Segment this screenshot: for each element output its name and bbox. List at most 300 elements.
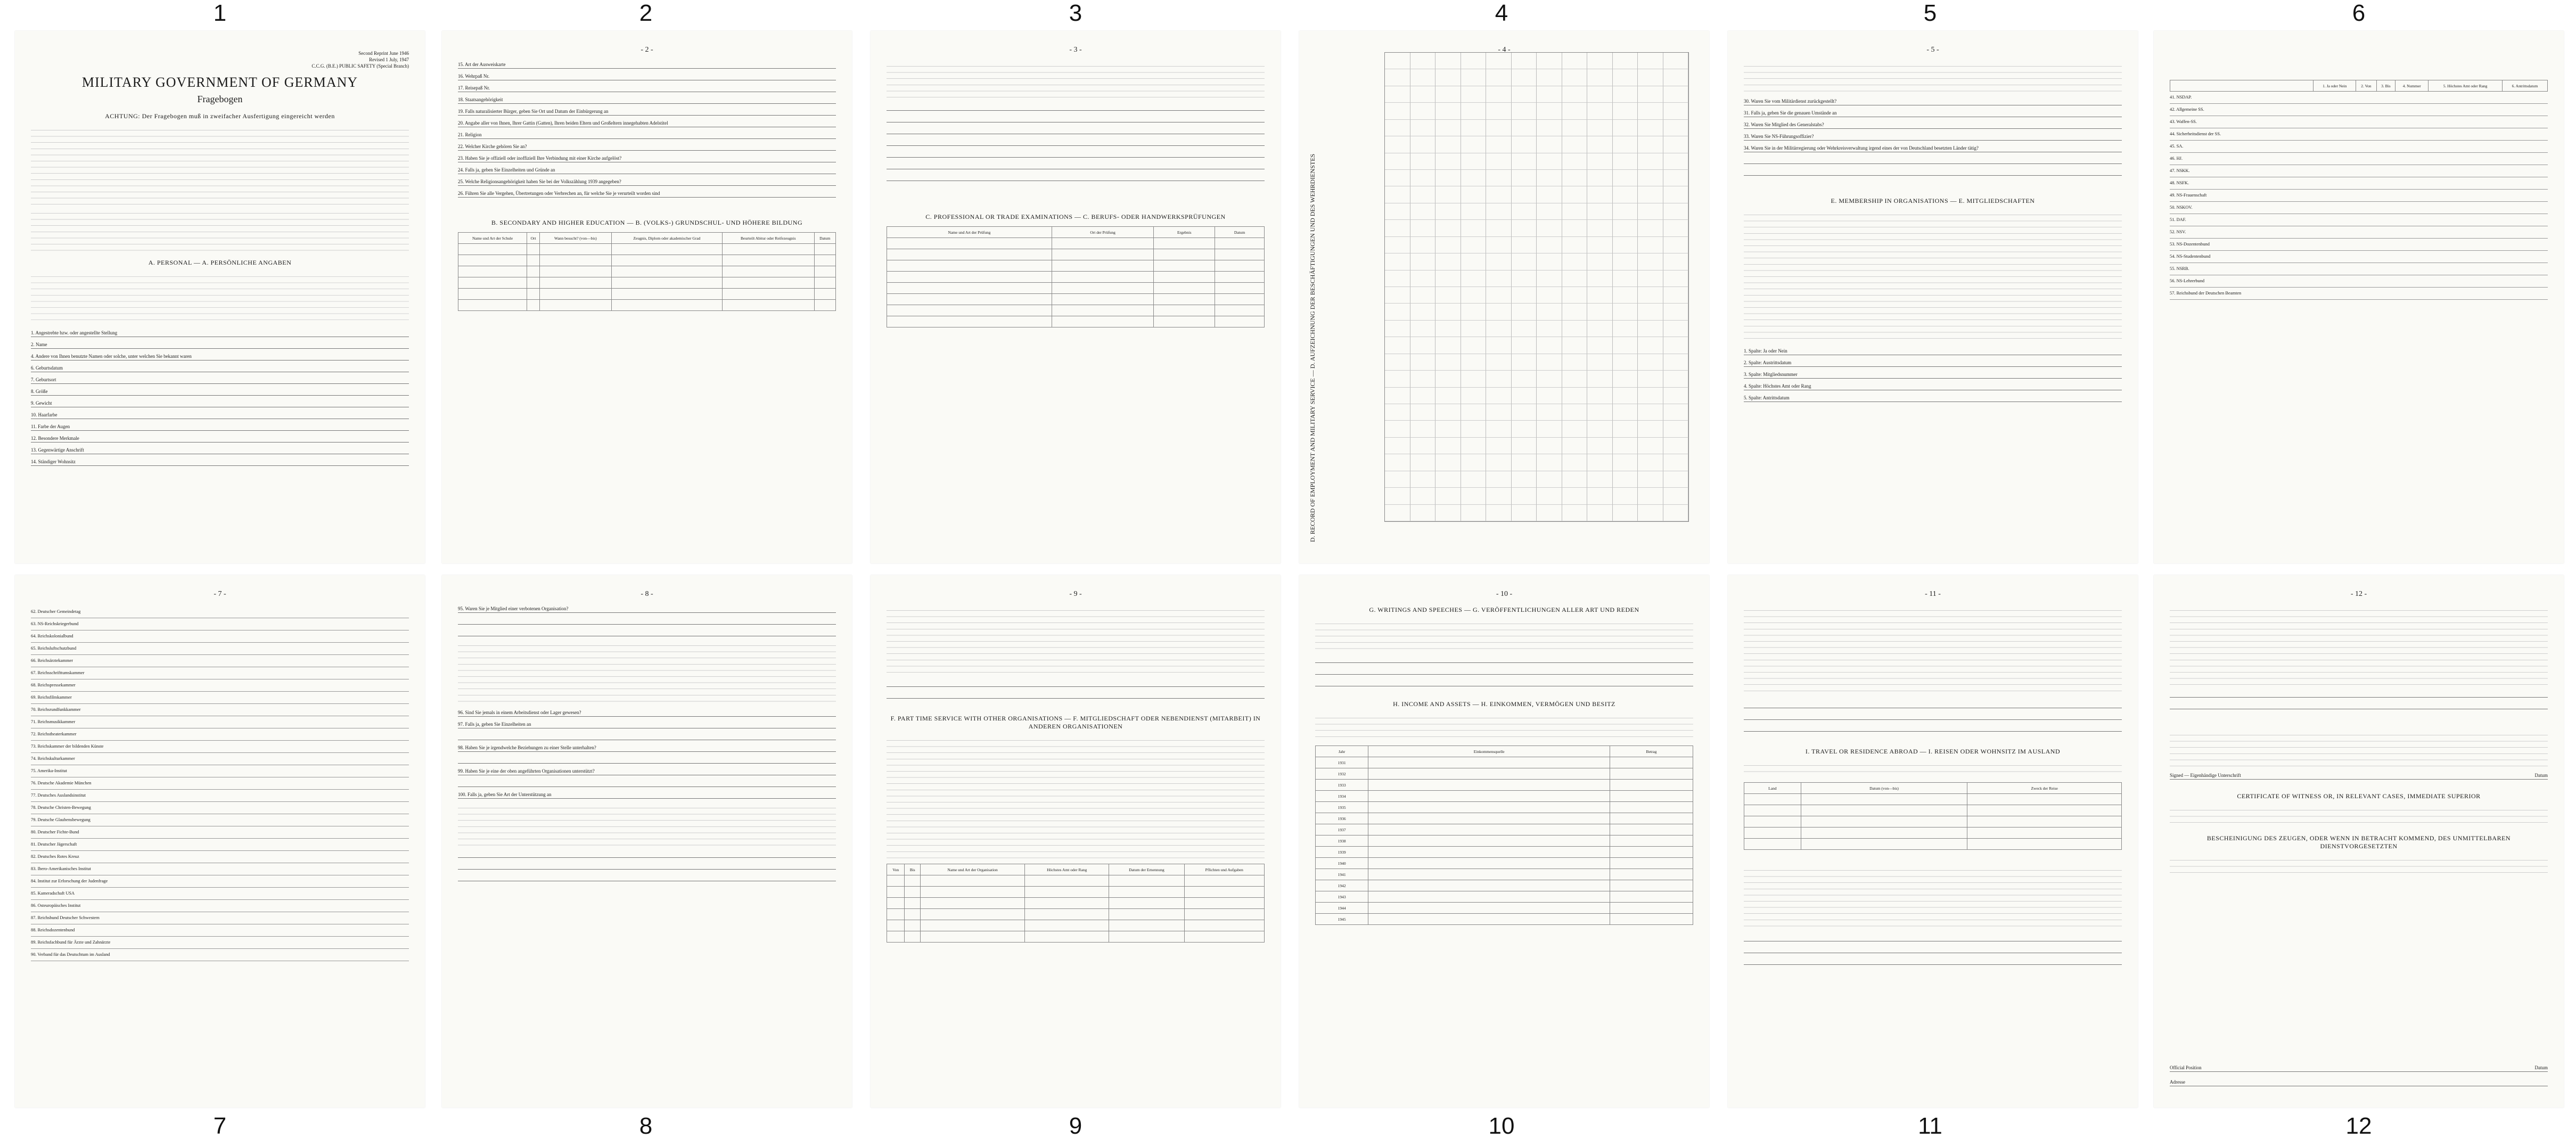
form-field[interactable]: 97. Falls ja, geben Sie Einzelheiten an: [458, 722, 836, 728]
table-row[interactable]: [1316, 903, 1693, 914]
form-field[interactable]: 12. Besondere Merkmale: [31, 436, 409, 443]
address-line[interactable]: [2170, 1079, 2548, 1086]
certificate-text-de: [2170, 856, 2548, 877]
table-header: Von: [887, 864, 905, 875]
table-row[interactable]: [31, 937, 409, 949]
question-text: [458, 804, 836, 846]
answer-line[interactable]: [1744, 958, 2122, 965]
form-field[interactable]: 22. Welcher Kirche gehören Sie an?: [458, 144, 836, 151]
answer-line[interactable]: [458, 874, 836, 881]
section-f-instructions: [887, 736, 1265, 858]
table-row[interactable]: [31, 643, 409, 655]
page-number-label: 3: [1069, 0, 1082, 26]
table-row[interactable]: [31, 728, 409, 741]
page-number-label: 7: [213, 1113, 227, 1139]
table-row[interactable]: [2170, 177, 2548, 190]
form-field[interactable]: 30. Waren Sie vom Militärdienst zurückgestellt?: [1744, 99, 2122, 105]
table-row[interactable]: [31, 679, 409, 692]
form-field[interactable]: 13. Gegenwärtige Anschrift: [31, 447, 409, 454]
year-cell: 1937: [1316, 824, 1368, 835]
table-row[interactable]: [1316, 869, 1693, 880]
year-cell: 1945: [1316, 914, 1368, 925]
answer-line[interactable]: [1744, 725, 2122, 732]
table-row[interactable]: [31, 753, 409, 765]
organisation-name: 67. Reichsschrifttumskammer: [31, 670, 85, 675]
organisation-name: 78. Deutsche Christen-Bewegung: [31, 805, 91, 810]
page-number-label: 8: [639, 1113, 653, 1139]
page-title: MILITARY GOVERNMENT OF GERMANY: [81, 75, 358, 90]
part-time-service-table: [887, 864, 1265, 943]
table-row[interactable]: [458, 289, 836, 300]
form-field[interactable]: 98. Haben Sie je irgendwelche Beziehungen zu einer Stelle unterhalten?: [458, 745, 836, 752]
page-number: - 12 -: [2350, 590, 2367, 598]
table-row[interactable]: [2170, 165, 2548, 177]
table-row[interactable]: [2170, 116, 2548, 128]
section-h-instructions: [1315, 714, 1693, 740]
organisation-name: 55. NSRB.: [2170, 266, 2189, 271]
page-number-label: 12: [2345, 1113, 2372, 1139]
table-row[interactable]: [458, 300, 836, 311]
year-cell: 1932: [1316, 768, 1368, 780]
table-row[interactable]: [2170, 251, 2548, 263]
answer-line[interactable]: [2170, 691, 2548, 698]
table-header: Zeugnis, Diplom oder akademischer Grad: [611, 233, 722, 244]
page-number: - 9 -: [1069, 590, 1082, 598]
table-header: Wann besucht? (von—bis): [539, 233, 611, 244]
table-row[interactable]: [887, 931, 1265, 943]
year-cell: 1942: [1316, 880, 1368, 891]
answer-line[interactable]: [458, 733, 836, 740]
page-number: - 5 -: [1926, 46, 1939, 54]
document-page-12: [2154, 575, 2564, 1108]
organisation-name: 66. Reichsärztekammer: [31, 658, 73, 663]
table-header: Jahr: [1316, 746, 1368, 757]
form-field[interactable]: 17. Reisepaß Nr.: [458, 85, 836, 92]
answer-line[interactable]: [1744, 713, 2122, 720]
examinations-table: [887, 226, 1265, 327]
table-row[interactable]: [31, 716, 409, 728]
page-number-label: 10: [1488, 1113, 1515, 1139]
membership-table: [2170, 80, 2548, 92]
form-field[interactable]: 14. Ständiger Wohnsitz: [31, 459, 409, 466]
table-header: 1. Ja oder Nein: [2314, 80, 2356, 92]
form-field[interactable]: 23. Haben Sie je offiziell oder inoffiziell Ihre Verbindung mit einer Kirche aufgelöst?: [458, 155, 836, 162]
table-header: Datum der Ernennung: [1109, 864, 1184, 875]
table-row[interactable]: [31, 863, 409, 875]
organisation-name: 88. Reichsdozentenbund: [31, 928, 75, 932]
organisation-name: 45. SA.: [2170, 144, 2184, 149]
answer-line[interactable]: [458, 629, 836, 636]
table-row[interactable]: [887, 909, 1265, 920]
table-row[interactable]: [31, 900, 409, 912]
organisation-name: 64. Reichskolonialbund: [31, 634, 73, 638]
year-cell: 1933: [1316, 780, 1368, 791]
address-label: Adresse: [2170, 1079, 2185, 1085]
table-row[interactable]: [2170, 263, 2548, 275]
form-field[interactable]: 34. Waren Sie in der Militärregierung oder Wehrkreisverwaltung irgend eines der von Deutschland besetzten Länder tätig?: [1744, 145, 2122, 152]
organisation-name: 50. NSKOV.: [2170, 205, 2193, 210]
form-field[interactable]: 20. Angabe aller von Ihnen, Ihrer Gattin (Gatten), Ihren beiden Eltern und Großeltern innegehabten Adelstitel: [458, 120, 836, 127]
organisation-name: 81. Deutscher Jägerschaft: [31, 842, 77, 847]
answer-line[interactable]: [887, 692, 1265, 699]
table-row[interactable]: [2170, 92, 2548, 104]
print-info-line: C.C.G. (B.E.) PUBLIC SAFETY (Special Branch): [311, 63, 409, 69]
answer-line[interactable]: [1744, 169, 2122, 176]
table-row[interactable]: [31, 814, 409, 826]
year-cell: 1941: [1316, 869, 1368, 880]
document-page-1: [15, 31, 425, 563]
form-field[interactable]: 16. Wehrpaß Nr.: [458, 73, 836, 80]
table-row[interactable]: [31, 630, 409, 643]
answer-line[interactable]: [887, 104, 1265, 111]
form-field[interactable]: 6. Geburtsdatum: [31, 365, 409, 372]
answer-line[interactable]: [458, 618, 836, 625]
section-c-heading: C. PROFESSIONAL OR TRADE EXAMINATIONS — C. BERUFS- ODER HANDWERKSPRÜFUNGEN: [925, 213, 1226, 220]
answer-line[interactable]: [1315, 656, 1693, 663]
organisation-name: 56. NS-Lehrerbund: [2170, 278, 2205, 283]
organisation-name: 68. Reichspressekammer: [31, 683, 76, 687]
form-field[interactable]: 21. Religion: [458, 132, 836, 139]
form-field[interactable]: 11. Farbe der Augen: [31, 424, 409, 431]
answer-line[interactable]: [887, 151, 1265, 158]
form-field[interactable]: 24. Falls ja, geben Sie Einzelheiten und Gründe an: [458, 167, 836, 174]
table-row[interactable]: [1744, 839, 2122, 850]
membership-rows: [2170, 92, 2548, 300]
table-header: Ort: [527, 233, 540, 244]
table-row[interactable]: [887, 249, 1265, 260]
answer-line[interactable]: [887, 680, 1265, 687]
form-field[interactable]: 96. Sind Sie jemals in einem Arbeitsdienst oder Lager gewesen?: [458, 710, 836, 717]
table-header: Ergebnis: [1154, 227, 1215, 238]
form-field[interactable]: 7. Geburtsort: [31, 377, 409, 384]
organisation-name: 74. Reichskulturkammer: [31, 756, 75, 761]
answer-line[interactable]: [887, 174, 1265, 181]
column-instruction: 5. Spalte: Antrittsdatum: [1744, 395, 2122, 402]
document-page-8: [442, 575, 852, 1108]
organisation-name: 76. Deutsche Akademie München: [31, 781, 92, 785]
question-text: [2170, 606, 2548, 686]
organisation-name: 84. Institut zur Erforschung der Judenfrage: [31, 879, 108, 883]
table-row[interactable]: [2170, 239, 2548, 251]
table-row[interactable]: [458, 266, 836, 277]
table-row[interactable]: [2170, 104, 2548, 116]
column-instruction: 2. Spalte: Austrittsdatum: [1744, 360, 2122, 367]
table-header-row: [458, 233, 836, 244]
official-position-label: Official Position: [2170, 1065, 2202, 1070]
document-page-11: [1728, 575, 2138, 1108]
form-field[interactable]: 4. Andere von Ihnen benutzte Namen oder solche, unter welchen Sie bekannt waren: [31, 354, 409, 361]
table-header: 3. Bis: [2376, 80, 2395, 92]
table-row[interactable]: [1316, 824, 1693, 835]
organisation-name: 51. DAF.: [2170, 217, 2186, 222]
answer-line[interactable]: [887, 139, 1265, 146]
table-row[interactable]: [1744, 828, 2122, 839]
table-row[interactable]: [2170, 202, 2548, 214]
table-row[interactable]: [1316, 791, 1693, 802]
table-row[interactable]: [31, 912, 409, 924]
answer-line[interactable]: [1744, 701, 2122, 708]
organisation-name: 47. NSKK.: [2170, 168, 2190, 173]
form-field[interactable]: 10. Haarfarbe: [31, 412, 409, 419]
print-info: [31, 50, 409, 69]
form-field[interactable]: 18. Staatsangehörigkeit: [458, 97, 836, 104]
table-header: Name und Art der Prüfung: [887, 227, 1052, 238]
table-row[interactable]: [887, 283, 1265, 294]
year-cell: 1934: [1316, 791, 1368, 802]
table-row[interactable]: [887, 294, 1265, 305]
organisation-name: 54. NS-Studentenbund: [2170, 254, 2211, 259]
document-page-10: [1299, 575, 1709, 1108]
organisation-name: 72. Reichstheaterkammer: [31, 732, 77, 736]
page-number-label: 1: [213, 0, 227, 26]
table-row[interactable]: [2170, 128, 2548, 141]
question-text: [458, 641, 836, 705]
organisation-name: 70. Reichsrundfunkkammer: [31, 707, 81, 712]
organisation-name: 86. Osteuropäisches Institut: [31, 903, 81, 908]
table-header: Name und Art der Organisation: [921, 864, 1025, 875]
question-text: [1744, 606, 2122, 697]
table-header: Beurteilt Abitur oder Reifezeugnis: [723, 233, 815, 244]
income-table: [1315, 745, 1693, 925]
form-field[interactable]: 8. Größe: [31, 389, 409, 396]
page-number: - 3 -: [1069, 46, 1082, 54]
form-field[interactable]: 32. Waren Sie Mitglied des Generalstabs?: [1744, 122, 2122, 129]
table-row[interactable]: [1744, 794, 2122, 805]
table-header: [2170, 80, 2314, 92]
table-header: 6. Antrittsdatum: [2502, 80, 2547, 92]
table-row[interactable]: [1316, 858, 1693, 869]
answer-line[interactable]: [1315, 668, 1693, 675]
table-row[interactable]: [1316, 835, 1693, 847]
form-field[interactable]: 25. Welche Religionsangehörigkeit haben Sie bei der Volkszählung 1939 angegeben?: [458, 179, 836, 186]
form-field[interactable]: 31. Falls ja, geben Sie die genauen Umstände an: [1744, 110, 2122, 117]
form-field[interactable]: 15. Art der Ausweiskarte: [458, 62, 836, 69]
organisation-name: 44. Sicherheitsdienst der SS.: [2170, 132, 2221, 136]
table-row[interactable]: [1316, 757, 1693, 768]
section-f-heading: F. PART TIME SERVICE WITH OTHER ORGANISATIONS — F. MITGLIEDSCHAFT ODER NEBENDIENST (MITARBEIT) IN ANDEREN ORGANISATIONEN: [890, 715, 1261, 730]
table-row[interactable]: [2170, 288, 2548, 300]
column-instruction: 4. Spalte: Höchstes Amt oder Rang: [1744, 383, 2122, 390]
table-row[interactable]: [31, 790, 409, 802]
table-header: Höchstes Amt oder Rang: [1025, 864, 1109, 875]
table-row[interactable]: [2170, 226, 2548, 239]
table-row[interactable]: [887, 272, 1265, 283]
table-header-row: [1316, 746, 1693, 757]
date-label: Datum: [2534, 1065, 2548, 1070]
document-page-6: [2154, 31, 2564, 563]
employment-table-grid[interactable]: [1384, 52, 1689, 522]
organisation-name: 53. NS-Dozentenbund: [2170, 242, 2210, 247]
table-row[interactable]: [2170, 153, 2548, 165]
declaration-text: [2170, 731, 2548, 768]
instructions-text: [31, 126, 409, 206]
table-row[interactable]: [887, 238, 1265, 249]
table-row[interactable]: [887, 875, 1265, 887]
page-number-label: 4: [1495, 0, 1508, 26]
table-row[interactable]: [1316, 891, 1693, 903]
answer-line[interactable]: [1744, 935, 2122, 941]
answer-line[interactable]: [458, 851, 836, 858]
table-header: 5. Höchstes Amt oder Rang: [2429, 80, 2503, 92]
organisation-name: 41. NSDAP.: [2170, 95, 2192, 100]
section-b-heading: B. SECONDARY AND HIGHER EDUCATION — B. (VOLKS-) GRUNDSCHUL- UND HÖHERE BILDUNG: [491, 219, 803, 226]
table-row[interactable]: [31, 888, 409, 900]
answer-line[interactable]: [1744, 157, 2122, 164]
organisation-name: 83. Ibero-Amerikanisches Institut: [31, 866, 91, 871]
answer-line[interactable]: [887, 127, 1265, 134]
table-header: Ort der Prüfung: [1052, 227, 1153, 238]
table-header: Einkommensquelle: [1368, 746, 1610, 757]
section-g-heading: G. WRITINGS AND SPEECHES — G. VERÖFFENTLICHUNGEN ALLER ART UND REDEN: [1369, 606, 1639, 613]
table-header: Land: [1744, 783, 1801, 794]
form-field[interactable]: 100. Falls ja, geben Sie Art der Unterstützung an: [458, 792, 836, 799]
year-cell: 1931: [1316, 757, 1368, 768]
table-row[interactable]: [458, 277, 836, 289]
table-row[interactable]: [887, 887, 1265, 898]
table-row[interactable]: [458, 244, 836, 255]
table-header-row: [2170, 80, 2548, 92]
page-number: - 7 -: [214, 590, 226, 598]
section-e-heading: E. MEMBERSHIP IN ORGANISATIONS — E. MITGLIEDSCHAFTEN: [1831, 197, 2035, 204]
page-number-label: 11: [1918, 1113, 1942, 1139]
organisation-name: 87. Reichsbund Deutscher Schwestern: [31, 915, 100, 920]
signature-line[interactable]: [2170, 1065, 2548, 1072]
table-row[interactable]: [1316, 880, 1693, 891]
travel-table: [1744, 782, 2122, 850]
form-field[interactable]: 33. Waren Sie NS-Führungsoffizier?: [1744, 134, 2122, 141]
table-header: Betrag: [1610, 746, 1693, 757]
form-field[interactable]: 19. Falls naturalisierter Bürger, geben Sie Ort und Datum der Einbürgerung an: [458, 109, 836, 116]
organisation-name: 42. Allgemeine SS.: [2170, 107, 2204, 112]
table-header: Name und Art der Schule: [458, 233, 527, 244]
table-row[interactable]: [1316, 847, 1693, 858]
answer-line[interactable]: [2170, 702, 2548, 709]
print-info-line: Revised 1 July, 1947: [369, 57, 409, 62]
signature-line[interactable]: [2170, 773, 2548, 780]
table-row[interactable]: [2170, 275, 2548, 288]
table-row[interactable]: [887, 898, 1265, 909]
organisation-name: 82. Deutsches Rotes Kreuz: [31, 854, 79, 859]
form-field[interactable]: 26. Führen Sie alle Vergehen, Übertretungen oder Verbrechen an, für welche Sie je verurteilt worden sind: [458, 191, 836, 198]
form-field[interactable]: 95. Waren Sie je Mitglied einer verbotenen Organisation?: [458, 606, 836, 613]
organisation-name: 77. Deutsches Auslandsinstitut: [31, 793, 86, 798]
table-row[interactable]: [31, 741, 409, 753]
answer-line[interactable]: [458, 863, 836, 870]
table-row[interactable]: [31, 875, 409, 888]
table-row[interactable]: [31, 826, 409, 839]
table-row[interactable]: [887, 260, 1265, 272]
organisation-name: 57. Reichsbund der Deutschen Beamten: [2170, 291, 2242, 296]
table-row[interactable]: [887, 316, 1265, 327]
table-row[interactable]: [1316, 780, 1693, 791]
date-label: Datum: [2534, 773, 2548, 778]
table-row[interactable]: [1316, 768, 1693, 780]
answer-line[interactable]: [887, 116, 1265, 122]
table-row[interactable]: [31, 618, 409, 630]
table-row[interactable]: [1744, 805, 2122, 816]
question-text: [1744, 866, 2122, 930]
table-row[interactable]: [2170, 214, 2548, 226]
section-g-instructions: [1315, 619, 1693, 651]
warning-heading: ACHTUNG: Der Fragebogen muß in zweifacher Ausfertigung eingereicht werden: [105, 112, 335, 120]
year-cell: 1935: [1316, 802, 1368, 813]
table-row[interactable]: [31, 851, 409, 863]
answer-line[interactable]: [458, 757, 836, 764]
answer-line[interactable]: [887, 162, 1265, 169]
page-subtitle: Fragebogen: [197, 94, 243, 104]
organisation-name: 71. Reichsmusikkammer: [31, 719, 76, 724]
table-row[interactable]: [31, 704, 409, 716]
organisation-rows: [31, 606, 409, 961]
page-number: - 11 -: [1925, 590, 1941, 598]
table-row[interactable]: [31, 667, 409, 679]
table-row[interactable]: [31, 692, 409, 704]
table-row[interactable]: [31, 949, 409, 961]
organisation-name: 89. Reichsfachbund für Ärzte und Zahnärzte: [31, 940, 111, 945]
form-field[interactable]: 2. Name: [31, 342, 409, 349]
form-field[interactable]: 1. Angestrebte bzw. oder angestellte Stellung: [31, 330, 409, 337]
table-row[interactable]: [31, 655, 409, 667]
section-e-instructions: [1744, 210, 2122, 343]
answer-line[interactable]: [458, 780, 836, 787]
question-text: [1744, 62, 2122, 94]
table-row[interactable]: [1316, 802, 1693, 813]
table-row[interactable]: [1744, 816, 2122, 828]
page-number-label: 5: [1923, 0, 1937, 26]
question-text: [887, 606, 1265, 675]
document-page-4: [1299, 31, 1709, 563]
document-page-7: [15, 575, 425, 1108]
form-field[interactable]: 99. Haben Sie je eine der oben angeführten Organisationen unterstützt?: [458, 768, 836, 775]
education-table: [458, 232, 836, 311]
table-row[interactable]: [31, 924, 409, 937]
table-row[interactable]: [31, 839, 409, 851]
organisation-name: 80. Deutscher Fichte-Bund: [31, 830, 79, 834]
table-row[interactable]: [458, 255, 836, 266]
vertical-section-title: D. RECORD OF EMPLOYMENT AND MILITARY SERVICE — D. AUFZEICHNUNG DER BESCHÄFTIGUNGEN UND DES WEHRDIENSTES: [1309, 153, 1316, 542]
table-row[interactable]: [2170, 141, 2548, 153]
organisation-name: 49. NS-Frauenschaft: [2170, 193, 2207, 198]
section-a-heading: A. PERSONAL — A. PERSÖNLICHE ANGABEN: [148, 259, 292, 266]
table-row[interactable]: [1316, 813, 1693, 824]
form-field[interactable]: 9. Gewicht: [31, 400, 409, 407]
table-row[interactable]: [887, 920, 1265, 931]
section-i-instructions: [1744, 761, 2122, 777]
table-row[interactable]: [1316, 914, 1693, 925]
organisation-name: 62. Deutscher Gemeindetag: [31, 609, 81, 614]
year-cell: 1943: [1316, 891, 1368, 903]
organisation-name: 75. Amerika-Institut: [31, 768, 67, 773]
table-row[interactable]: [887, 305, 1265, 316]
certificate-heading: CERTIFICATE OF WITNESS OR, IN RELEVANT CASES, IMMEDIATE SUPERIOR: [2237, 792, 2481, 800]
question-text: [887, 62, 1265, 99]
answer-line[interactable]: [1744, 946, 2122, 953]
table-row[interactable]: [2170, 190, 2548, 202]
organisation-name: 69. Reichsfilmkammer: [31, 695, 72, 700]
table-row[interactable]: [31, 777, 409, 790]
year-cell: 1936: [1316, 813, 1368, 824]
column-instruction: 3. Spalte: Mitgliedsnummer: [1744, 372, 2122, 379]
page-number-label: 6: [2352, 0, 2366, 26]
table-row[interactable]: [31, 765, 409, 777]
column-instruction: 1. Spalte: Ja oder Nein: [1744, 348, 2122, 355]
table-row[interactable]: [31, 606, 409, 618]
print-info-line: Second Reprint June 1946: [358, 51, 409, 56]
answer-line[interactable]: [1315, 679, 1693, 686]
organisation-name: 48. NSFK.: [2170, 181, 2189, 185]
document-page-5: [1728, 31, 2138, 563]
table-row[interactable]: [31, 802, 409, 814]
